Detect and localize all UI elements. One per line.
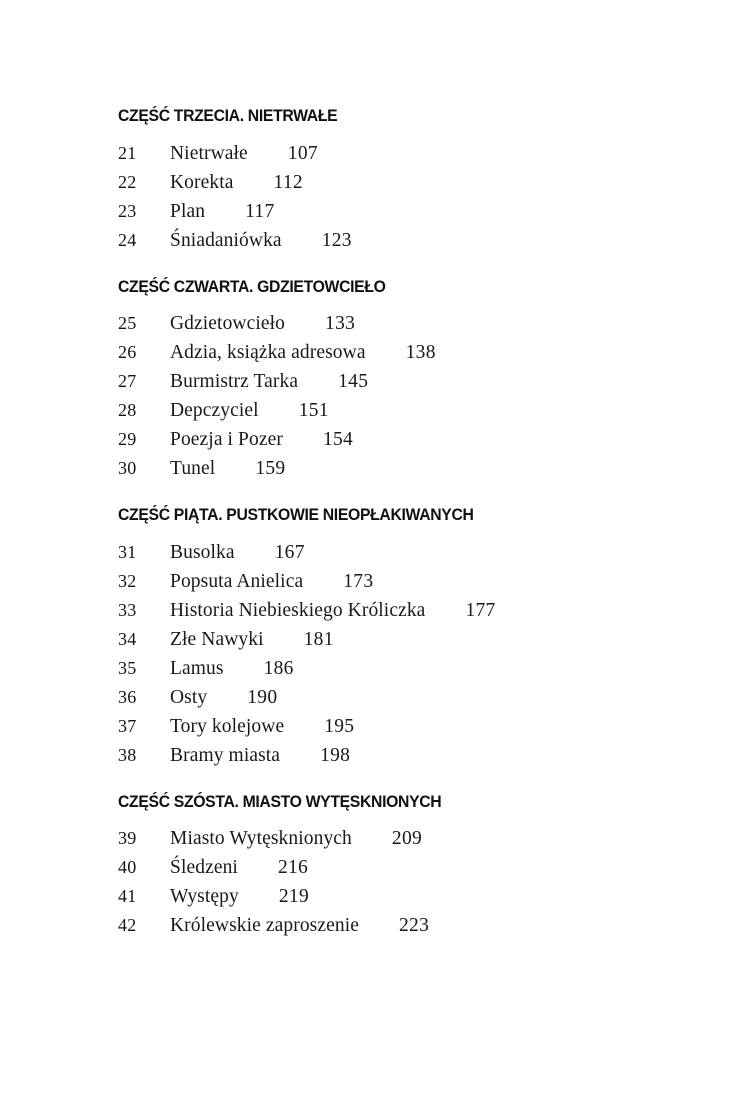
toc-entry[interactable]	[118, 168, 735, 197]
entry-page-number: 216	[277, 857, 309, 878]
section-heading: CZĘŚĆ PIĄTA. PUSTKOWIE NIEOPŁAKIWANYCH	[118, 506, 474, 524]
entry-chapter-number: 26	[118, 342, 137, 362]
entry-title: Plan	[170, 200, 206, 222]
toc-section	[118, 279, 735, 484]
toc-entry[interactable]	[118, 226, 735, 255]
entry-chapter-number: 38	[118, 744, 137, 765]
entry-chapter-number: 37	[118, 715, 137, 736]
toc-entry[interactable]	[118, 454, 735, 483]
entry-chapter-number: 31	[118, 541, 137, 562]
entry-page-number: 138	[405, 342, 436, 363]
entry-chapter-number: 29	[118, 429, 137, 449]
entry-title: Adzia, książka adresowa	[170, 342, 366, 363]
entry-title: Miasto Wytęsknionych	[170, 828, 352, 849]
entry-page-number: 159	[255, 458, 286, 479]
entry-chapter-number: 40	[118, 857, 137, 877]
entry-chapter-number: 41	[118, 886, 137, 906]
entry-page-number: 133	[325, 313, 356, 334]
entry-page-number: 223	[399, 915, 430, 936]
toc-entry[interactable]	[118, 567, 735, 596]
entry-chapter-number: 25	[118, 313, 137, 333]
section-heading: CZĘŚĆ CZWARTA. GDZIETOWCIEŁO	[118, 277, 386, 296]
entry-title: Występy	[170, 886, 239, 907]
entry-title: Królewskie zaproszenie	[170, 915, 359, 936]
entry-chapter-number: 34	[118, 628, 137, 649]
toc-entry[interactable]	[118, 712, 735, 741]
toc-entry[interactable]	[118, 741, 735, 770]
entry-chapter-number: 21	[118, 142, 137, 163]
toc-entry[interactable]	[118, 596, 735, 625]
entry-chapter-number: 30	[118, 458, 137, 478]
toc-entry[interactable]	[118, 309, 735, 338]
entry-chapter-number: 28	[118, 400, 137, 420]
entry-chapter-number: 33	[118, 599, 137, 620]
entry-chapter-number: 22	[118, 171, 137, 192]
entry-chapter-number: 35	[118, 657, 137, 678]
toc-entry[interactable]	[118, 853, 735, 882]
entry-page-number: 117	[245, 200, 275, 222]
toc-section	[118, 794, 735, 941]
toc-entry[interactable]	[118, 338, 735, 367]
entry-title: Popsuta Anielica	[170, 570, 304, 592]
entry-title: Nietrwałe	[170, 142, 248, 164]
entry-title: Historia Niebieskiego Króliczka	[170, 599, 426, 621]
entry-page-number: 154	[322, 429, 354, 450]
section-heading: CZĘŚĆ SZÓSTA. MIASTO WYTĘSKNIONYCH	[118, 792, 442, 811]
entry-page-number: 167	[274, 541, 305, 563]
entry-chapter-number: 36	[118, 686, 137, 707]
entry-title: Śledzeni	[170, 857, 238, 878]
toc-entry[interactable]	[118, 625, 735, 654]
toc-entry[interactable]	[118, 396, 735, 425]
entry-title: Bramy miasta	[170, 744, 281, 766]
entry-title: Tory kolejowe	[170, 715, 285, 737]
entry-page-number: 186	[263, 657, 294, 679]
toc-entry[interactable]	[118, 197, 735, 226]
entry-title: Korekta	[170, 171, 234, 193]
entry-page-number: 112	[273, 171, 303, 193]
entry-page-number: 123	[321, 229, 352, 251]
entry-page-number: 107	[287, 142, 318, 164]
entry-title: Śniadaniówka	[170, 229, 282, 251]
entry-title: Tunel	[170, 458, 216, 479]
toc-section	[118, 507, 735, 770]
entry-page-number: 209	[391, 828, 423, 849]
entry-chapter-number: 24	[118, 229, 137, 250]
toc-section	[118, 108, 735, 255]
entry-title: Osty	[170, 686, 208, 708]
section-heading: CZĘŚĆ TRZECIA. NIETRWAŁE	[118, 107, 338, 125]
entry-title: Gdzietowcieło	[170, 313, 286, 334]
entry-page-number: 219	[278, 886, 310, 907]
entry-title: Złe Nawyki	[170, 628, 264, 650]
entry-title: Busolka	[170, 541, 235, 563]
toc-entry[interactable]	[118, 425, 735, 454]
entry-title: Lamus	[170, 657, 224, 679]
toc-entry[interactable]	[118, 654, 735, 683]
entry-page-number: 198	[320, 744, 351, 766]
entry-chapter-number: 39	[118, 828, 137, 848]
toc-entry[interactable]	[118, 824, 735, 853]
entry-page-number: 190	[247, 686, 278, 708]
entry-page-number: 151	[298, 400, 329, 421]
table-of-contents	[118, 108, 735, 940]
entry-title: Burmistrz Tarka	[170, 371, 299, 392]
toc-entry[interactable]	[118, 139, 735, 168]
entry-chapter-number: 32	[118, 570, 137, 591]
toc-entry[interactable]	[118, 538, 735, 567]
entry-chapter-number: 23	[118, 200, 137, 221]
toc-entry[interactable]	[118, 882, 735, 911]
toc-entry[interactable]	[118, 367, 735, 396]
entry-title: Depczyciel	[170, 400, 259, 421]
entry-page-number: 181	[303, 628, 334, 650]
entry-page-number: 173	[343, 570, 374, 592]
entry-page-number: 195	[324, 715, 355, 737]
entry-chapter-number: 27	[118, 371, 137, 391]
entry-chapter-number: 42	[118, 915, 137, 935]
toc-entry[interactable]	[118, 683, 735, 712]
toc-entry[interactable]	[118, 911, 735, 940]
entry-page-number: 145	[338, 371, 369, 392]
entry-title: Poezja i Pozer	[170, 429, 283, 450]
entry-page-number: 177	[465, 599, 496, 621]
